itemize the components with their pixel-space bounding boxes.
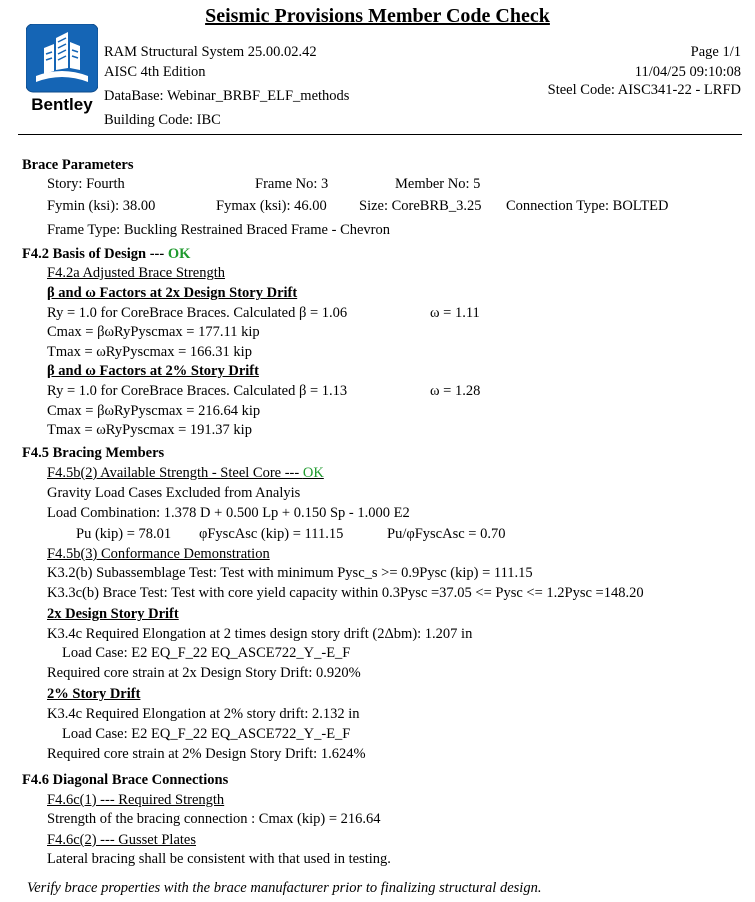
gravity-note: Gravity Load Cases Excluded from Analyis [47,485,301,501]
frame-type: Frame Type: Buckling Restrained Braced Frame - Chevron [47,222,391,238]
f46c1-heading: F4.6c(1) --- Required Strength [47,792,225,808]
f45-heading: F4.5 Bracing Members [22,445,165,461]
phi-fysc: φFyscAsc (kip) = 111.15 [199,526,344,542]
f42a-heading: F4.2a Adjusted Brace Strength [47,265,226,281]
f45b2-status: OK [302,465,324,481]
f46c2-heading: F4.6c(2) --- Gusset Plates [47,832,197,848]
pu-ratio: Pu/φFyscAsc = 0.70 [387,526,506,542]
pu: Pu (kip) = 78.01 [76,526,172,542]
database: DataBase: Webinar_BRBF_ELF_methods [104,88,350,104]
program-version: RAM Structural System 25.00.02.42 [104,44,317,60]
member-no: Member No: 5 [395,176,481,192]
f42-status: OK [167,246,191,262]
drift2x-strain: Required core strain at 2x Design Story Drift: 0.920% [47,665,361,681]
page-number: Page 1/1 [690,44,741,60]
drift2x-factors-heading: β and ω Factors at 2x Design Story Drift [47,285,298,301]
size: Size: CoreBRB_3.25 [359,198,482,214]
connection-strength: Strength of the bracing connection : Cmax (kip) = 216.64 [47,811,381,827]
drift2pct-tmax: Tmax = ωRyPyscmax = 191.37 kip [47,422,252,438]
page-title: Seismic Provisions Member Code Check [205,5,550,27]
k33cb-test: K3.3c(b) Brace Test: Test with core yield capacity within 0.3Pysc =37.05 <= Pysc <= 1.2Pysc =148.20 [47,585,644,601]
drift2x-ry: Ry = 1.0 for CoreBrace Braces. Calculated β = 1.06 [47,305,348,321]
drift2pct-elongation: K3.4c Required Elongation at 2% story drift: 2.132 in [47,706,360,722]
connection-type: Connection Type: BOLTED [506,198,669,214]
footer-note: Verify brace properties with the brace manufacturer prior to finalizing structural design. [27,880,542,896]
load-combination: Load Combination: 1.378 D + 0.500 Lp + 0.150 Sp - 1.000 E2 [47,505,410,521]
lateral-bracing-note: Lateral bracing shall be consistent with that used in testing. [47,851,391,867]
k32b-test: K3.2(b) Subassemblage Test: Test with minimum Pysc_s >= 0.9Pysc (kip) = 111.15 [47,565,533,581]
building-code: Building Code: IBC [104,112,221,128]
drift2x-cmax: Cmax = βωRyPyscmax = 177.11 kip [47,324,260,340]
story: Story: Fourth [47,176,125,192]
datetime: 11/04/25 09:10:08 [634,64,741,80]
fymax: Fymax (ksi): 46.00 [216,198,327,214]
drift2pct-omega: ω = 1.28 [430,383,481,399]
drift2pct-strain: Required core strain at 2% Design Story Drift: 1.624% [47,746,366,762]
drift2x-omega: ω = 1.11 [430,305,480,321]
f45b2-heading: F4.5b(2) Available Strength - Steel Core --- OK [47,465,324,481]
drift2pct-factors-heading: β and ω Factors at 2% Story Drift [47,363,259,379]
drift2pct-cmax: Cmax = βωRyPyscmax = 216.64 kip [47,403,261,419]
drift2x-load-case: Load Case: E2 EQ_F_22 EQ_ASCE722_Y_-E_F [62,645,351,661]
f46-heading: F4.6 Diagonal Brace Connections [22,772,229,788]
edition: AISC 4th Edition [104,64,206,80]
brace-parameters-heading: Brace Parameters [22,157,134,173]
logo-wordmark: Bentley [31,95,93,114]
drift2x-tmax: Tmax = ωRyPyscmax = 166.31 kip [47,344,252,360]
drift2pct-load-case: Load Case: E2 EQ_F_22 EQ_ASCE722_Y_-E_F [62,726,351,742]
header-divider [18,134,742,135]
bentley-logo [26,24,98,114]
f42-heading: F4.2 Basis of Design --- OK [22,246,191,262]
drift2x-heading: 2x Design Story Drift [47,606,179,622]
fymin: Fymin (ksi): 38.00 [47,198,156,214]
f45b3-heading: F4.5b(3) Conformance Demonstration [47,546,270,562]
frame-no: Frame No: 3 [255,176,329,192]
drift2pct-ry: Ry = 1.0 for CoreBrace Braces. Calculated β = 1.13 [47,383,348,399]
steel-code: Steel Code: AISC341-22 - LRFD [547,82,741,98]
drift2pct-heading: 2% Story Drift [47,686,141,702]
drift2x-elongation: K3.4c Required Elongation at 2 times design story drift (2Δbm): 1.207 in [47,626,473,642]
